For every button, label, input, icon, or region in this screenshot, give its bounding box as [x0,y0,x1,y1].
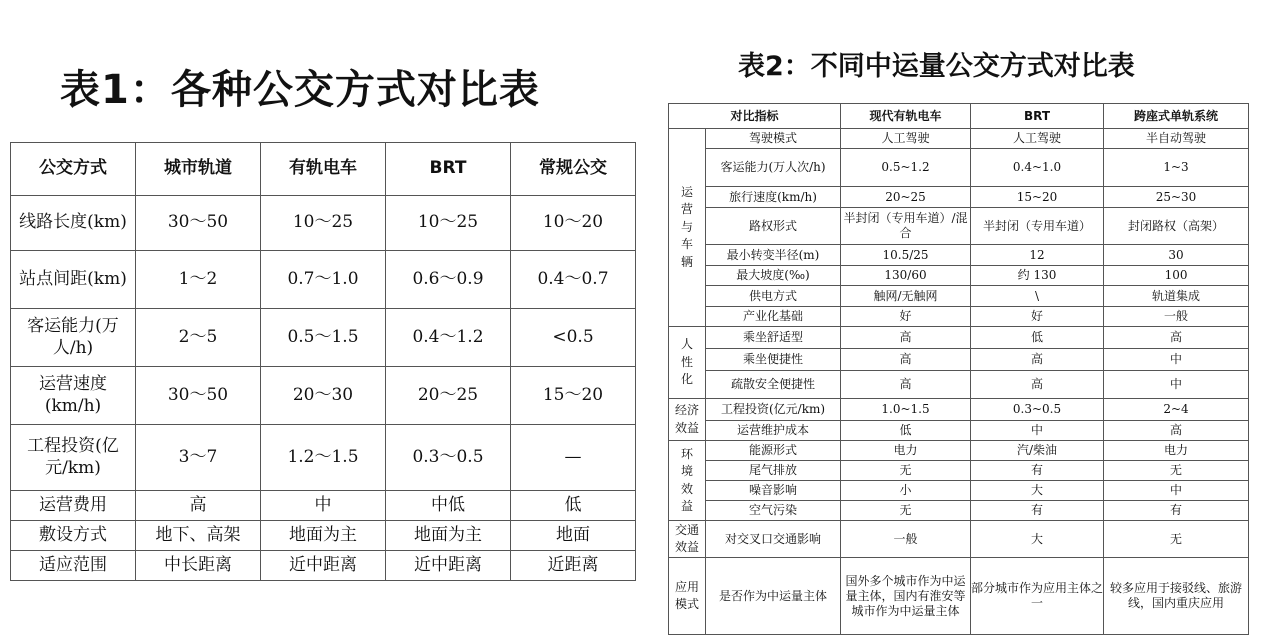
table-cell: 高 [971,349,1104,371]
table-cell: 低 [511,491,636,521]
table-cell: 30～50 [136,367,261,425]
column-header: 城市轨道 [136,143,261,196]
table-row [669,481,1249,501]
table-cell: 有 [971,501,1104,521]
table-cell: 半封闭（专用车道） [971,208,1104,245]
table-cell: 0.4~1.0 [971,149,1104,187]
table-cell: 0.4～1.2 [386,309,511,367]
table-cell: 低 [971,327,1104,349]
table-cell: 电力 [1104,441,1249,461]
table-cell: 2~4 [1104,399,1249,421]
row-label: 客运能力(万人次/h) [706,149,841,187]
table-row [669,371,1249,399]
table-cell: 15～20 [511,367,636,425]
table-cell: 半自动驾驶 [1104,129,1249,149]
table-cell: 近距离 [511,551,636,581]
table2 [668,103,1249,635]
table1-title: 表1：各种公交方式对比表 [60,67,540,113]
table-row [11,367,636,425]
row-label: 路权形式 [706,208,841,245]
table2-header-row [669,104,1249,129]
table-cell: 100 [1104,266,1249,286]
table-row [11,491,636,521]
row-label: 工程投资(亿元/km) [706,399,841,421]
table-cell: 国外多个城市作为中运量主体，国内有淮安等城市作为中运量主体 [841,558,971,635]
table-cell: 有 [1104,501,1249,521]
table-row [669,521,1249,558]
table-cell: 封闭路权（高架） [1104,208,1249,245]
table-cell: 高 [841,327,971,349]
table-cell: — [511,425,636,491]
table1 [10,142,636,581]
table-cell: 1～2 [136,251,261,309]
row-label: 供电方式 [706,286,841,307]
table-cell: 地面 [511,521,636,551]
table-cell: <0.5 [511,309,636,367]
row-label: 线路长度(km) [11,196,136,251]
table-cell: 30～50 [136,196,261,251]
table-cell: 高 [1104,327,1249,349]
table-row [669,501,1249,521]
row-label: 运营速度(km/h) [11,367,136,425]
table-cell: 部分城市作为应用主体之一 [971,558,1104,635]
table-cell: 电力 [841,441,971,461]
table-row [669,307,1249,327]
row-label: 旅行速度(km/h) [706,187,841,208]
table-cell: 高 [971,371,1104,399]
table-cell: 近中距离 [261,551,386,581]
table-cell: 中 [261,491,386,521]
table-cell: 中 [1104,371,1249,399]
table-cell: 约 130 [971,266,1104,286]
table-cell: 20～30 [261,367,386,425]
row-label: 客运能力(万人/h) [11,309,136,367]
row-label: 乘坐便捷性 [706,349,841,371]
table-cell: 好 [971,307,1104,327]
table-row [669,266,1249,286]
column-header: 常规公交 [511,143,636,196]
row-label: 产业化基础 [706,307,841,327]
table-cell: 20~25 [841,187,971,208]
row-label: 站点间距(km) [11,251,136,309]
table-cell: 小 [841,481,971,501]
table-row [11,551,636,581]
group-label: 经济效益 [669,399,706,441]
table-cell: 10～25 [386,196,511,251]
table-cell: 中 [1104,349,1249,371]
table-cell: 地面为主 [386,521,511,551]
table-cell: 0.7～1.0 [261,251,386,309]
table-row [669,558,1249,635]
column-header: BRT [386,143,511,196]
row-label: 适应范围 [11,551,136,581]
table-row [669,245,1249,266]
row-label: 工程投资(亿元/km) [11,425,136,491]
row-label: 运营维护成本 [706,421,841,441]
column-header: 对比指标 [669,104,841,129]
table-cell: 25~30 [1104,187,1249,208]
table-cell: 高 [1104,421,1249,441]
table-cell: 无 [841,501,971,521]
table-row [669,286,1249,307]
table-cell: 大 [971,481,1104,501]
row-label: 运营费用 [11,491,136,521]
row-label: 最大坡度(‰) [706,266,841,286]
table-row [669,349,1249,371]
table-cell: 半封闭（专用车道）/混合 [841,208,971,245]
row-label: 噪音影响 [706,481,841,501]
table-cell: 1.0~1.5 [841,399,971,421]
table-row [11,425,636,491]
column-header: BRT [971,104,1104,129]
table-row [669,129,1249,149]
table-cell: 高 [841,371,971,399]
table-cell: 0.6～0.9 [386,251,511,309]
table-cell: 中 [1104,481,1249,501]
table-cell: 触网/无触网 [841,286,971,307]
group-label: 交通效益 [669,521,706,558]
table-cell: 一般 [1104,307,1249,327]
row-label: 驾驶模式 [706,129,841,149]
table-cell: 20～25 [386,367,511,425]
column-header: 有轨电车 [261,143,386,196]
table-row [669,461,1249,481]
table-cell: \ [971,286,1104,307]
row-label: 能源形式 [706,441,841,461]
table-cell: 0.5~1.2 [841,149,971,187]
table-cell: 轨道集成 [1104,286,1249,307]
table-row [11,251,636,309]
column-header: 现代有轨电车 [841,104,971,129]
table-cell: 中 [971,421,1104,441]
table-row [669,421,1249,441]
table-row [11,309,636,367]
table-cell: 1.2～1.5 [261,425,386,491]
table-cell: 2～5 [136,309,261,367]
column-header: 公交方式 [11,143,136,196]
table-cell: 中长距离 [136,551,261,581]
row-label: 空气污染 [706,501,841,521]
table-cell: 有 [971,461,1104,481]
table-cell: 10～25 [261,196,386,251]
table-row [669,149,1249,187]
row-label: 是否作为中运量主体 [706,558,841,635]
table-cell: 0.5～1.5 [261,309,386,367]
table-cell: 无 [1104,461,1249,481]
table-cell: 人工驾驶 [841,129,971,149]
column-header: 跨座式单轨系统 [1104,104,1249,129]
table-cell: 高 [841,349,971,371]
table-cell: 好 [841,307,971,327]
row-label: 最小转变半径(m) [706,245,841,266]
table-cell: 30 [1104,245,1249,266]
group-label: 人性化 [669,327,706,399]
table-cell: 低 [841,421,971,441]
row-label: 尾气排放 [706,461,841,481]
table-row [669,208,1249,245]
table-cell: 10～20 [511,196,636,251]
table-cell: 0.3～0.5 [386,425,511,491]
table-cell: 汽/柴油 [971,441,1104,461]
table-cell: 较多应用于接驳线、旅游线，国内重庆应用 [1104,558,1249,635]
table-cell: 10.5/25 [841,245,971,266]
table-cell: 高 [136,491,261,521]
table-cell: 0.3~0.5 [971,399,1104,421]
table-cell: 12 [971,245,1104,266]
table2-title: 表2：不同中运量公交方式对比表 [738,51,1135,82]
table-cell: 地下、高架 [136,521,261,551]
row-label: 疏散安全便捷性 [706,371,841,399]
table-row [11,521,636,551]
table1-header-row [11,143,636,196]
table-row [669,399,1249,421]
table-cell: 中低 [386,491,511,521]
table-cell: 3～7 [136,425,261,491]
table-row [669,187,1249,208]
table-cell: 无 [841,461,971,481]
table-row [11,196,636,251]
table-cell: 1~3 [1104,149,1249,187]
table-cell: 近中距离 [386,551,511,581]
row-label: 乘坐舒适型 [706,327,841,349]
table-cell: 0.4～0.7 [511,251,636,309]
table-cell: 一般 [841,521,971,558]
row-label: 敷设方式 [11,521,136,551]
table-cell: 130/60 [841,266,971,286]
group-label: 环境效益 [669,441,706,521]
table-cell: 地面为主 [261,521,386,551]
group-label: 运营与车辆 [669,129,706,327]
table-cell: 15~20 [971,187,1104,208]
table-row [669,327,1249,349]
table-cell: 人工驾驶 [971,129,1104,149]
table-cell: 无 [1104,521,1249,558]
group-label: 应用模式 [669,558,706,635]
row-label: 对交叉口交通影响 [706,521,841,558]
table-row [669,441,1249,461]
table-cell: 大 [971,521,1104,558]
